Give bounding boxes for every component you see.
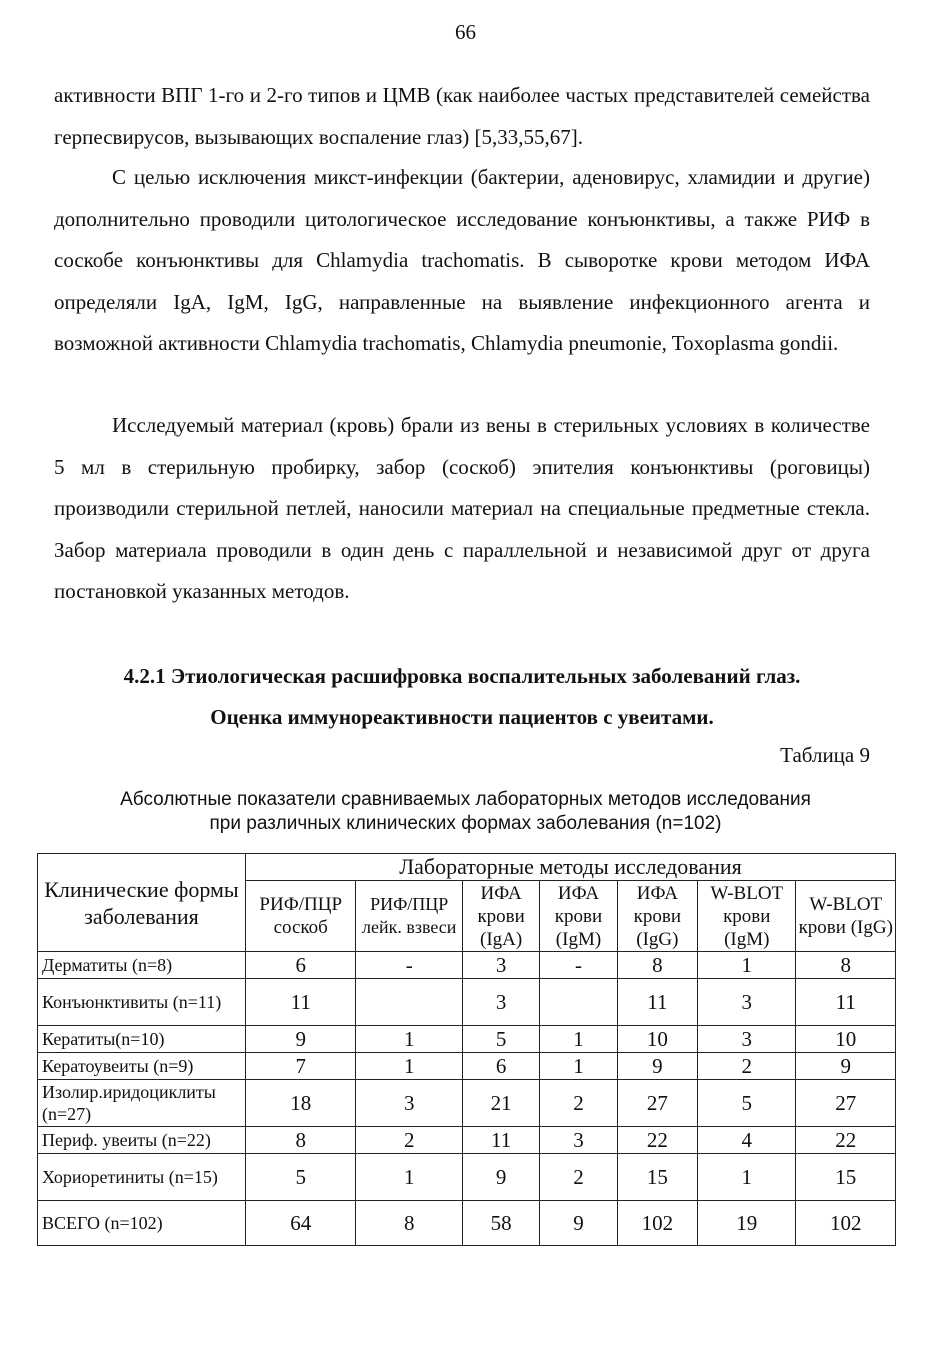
table-cell: 11 bbox=[796, 979, 896, 1026]
table-cell: 11 bbox=[617, 979, 697, 1026]
table-cell: 1 bbox=[698, 1154, 796, 1201]
row-label: Дерматиты (n=8) bbox=[38, 952, 246, 979]
table-cell: - bbox=[540, 952, 617, 979]
row-label: Хориоретиниты (n=15) bbox=[38, 1154, 246, 1201]
table-cell: 1 bbox=[356, 1026, 462, 1053]
column-header: РИФ/ПЦР соскоб bbox=[245, 881, 356, 952]
table-cell: 8 bbox=[245, 1127, 356, 1154]
table-caption bbox=[38, 788, 893, 836]
table-label: Таблица 9 bbox=[780, 743, 870, 767]
row-label: Конъюнктивиты (n=11) bbox=[38, 979, 246, 1026]
table-cell: 58 bbox=[462, 1201, 539, 1246]
table-cell: 21 bbox=[462, 1080, 539, 1127]
table-cell: - bbox=[356, 952, 462, 979]
table-cell: 11 bbox=[462, 1127, 539, 1154]
table-cell: 2 bbox=[698, 1053, 796, 1080]
table-cell: 3 bbox=[356, 1080, 462, 1127]
table-cell: 15 bbox=[796, 1154, 896, 1201]
table-cell: 9 bbox=[462, 1154, 539, 1201]
table-cell: 4 bbox=[698, 1127, 796, 1154]
table-cell: 1 bbox=[540, 1053, 617, 1080]
table-cell: 3 bbox=[462, 952, 539, 979]
table-cell: 2 bbox=[356, 1127, 462, 1154]
table-cell: 15 bbox=[617, 1154, 697, 1201]
table-cell: 1 bbox=[356, 1154, 462, 1201]
table-cell: 5 bbox=[698, 1080, 796, 1127]
page-number: 66 bbox=[455, 20, 476, 44]
table-cell: 27 bbox=[617, 1080, 697, 1127]
section-heading-line-1: 4.2.1 Этиологическая расшифровка воспалительных заболеваний глаз. bbox=[123, 664, 801, 688]
column-header: ИФА крови (IgM) bbox=[540, 881, 617, 952]
table-cell: 5 bbox=[245, 1154, 356, 1201]
column-header: W-BLOT крови (IgM) bbox=[698, 881, 796, 952]
table-row bbox=[38, 1026, 896, 1053]
table-cell: 3 bbox=[698, 1026, 796, 1053]
table-row bbox=[38, 1154, 896, 1201]
table-cell: 19 bbox=[698, 1201, 796, 1246]
row-label: Кератиты(n=10) bbox=[38, 1026, 246, 1053]
table-cell: 8 bbox=[356, 1201, 462, 1246]
row-label: Кератоувеиты (n=9) bbox=[38, 1053, 246, 1080]
table-cell: 9 bbox=[796, 1053, 896, 1080]
table-cell: 22 bbox=[796, 1127, 896, 1154]
table-row bbox=[38, 952, 896, 979]
table-cell: 1 bbox=[356, 1053, 462, 1080]
column-header: ИФА крови (IgG) bbox=[617, 881, 697, 952]
row-label: Периф. увеиты (n=22) bbox=[38, 1127, 246, 1154]
table-cell: 22 bbox=[617, 1127, 697, 1154]
paragraph-1: активности ВПГ 1-го и 2-го типов и ЦМВ (как наиболее частых представителей семейства герпесвирусов, вызывающих воспаление глаз) [5,33,55,67]. bbox=[54, 83, 870, 149]
table-cell: 9 bbox=[540, 1201, 617, 1246]
table-cell: 102 bbox=[796, 1201, 896, 1246]
table-cell: 10 bbox=[617, 1026, 697, 1053]
table-cell: 64 bbox=[245, 1201, 356, 1246]
table-cell: 3 bbox=[462, 979, 539, 1026]
table-cell: 18 bbox=[245, 1080, 356, 1127]
table-caption-line-1: Абсолютные показатели сравниваемых лабораторных методов исследования bbox=[120, 789, 811, 810]
table-cell: 8 bbox=[617, 952, 697, 979]
table-cell: 27 bbox=[796, 1080, 896, 1127]
table-row bbox=[38, 979, 896, 1026]
row-header: Клинические формы заболевания bbox=[38, 854, 246, 952]
table-cell: 10 bbox=[796, 1026, 896, 1053]
row-label: ВСЕГО (n=102) bbox=[38, 1201, 246, 1246]
section-heading bbox=[54, 656, 870, 738]
paragraph-2: С целью исключения микст-инфекции (бактерии, аденовирус, хламидии и другие) дополнительно проводили цитологическое исследование конъюнктивы, а также РИФ в соскобе конъюнктивы для Chlamydia trachomatis. В сыворотке крови методом ИФА определяли IgA, IgM, IgG, направленные на выявление инфекционного агента и возможной активности Chlamydia trachomatis, Chlamydia pneumonie, Toxoplasma gondii. bbox=[54, 165, 870, 355]
results-table bbox=[37, 853, 896, 1246]
table-cell bbox=[356, 979, 462, 1026]
table-row-total bbox=[38, 1201, 896, 1246]
table-row bbox=[38, 1127, 896, 1154]
table-cell: 3 bbox=[698, 979, 796, 1026]
table-caption-line-2: при различных клинических формах заболевания (n=102) bbox=[209, 813, 722, 834]
table-cell: 1 bbox=[540, 1026, 617, 1053]
table-cell: 5 bbox=[462, 1026, 539, 1053]
table-row bbox=[38, 1080, 896, 1127]
row-label: Изолир.иридоциклиты (n=27) bbox=[38, 1080, 246, 1127]
column-header: ИФА крови (IgA) bbox=[462, 881, 539, 952]
column-header: W-BLOT крови (IgG) bbox=[796, 881, 896, 952]
table-cell: 6 bbox=[462, 1053, 539, 1080]
table-cell bbox=[540, 979, 617, 1026]
column-header: РИФ/ПЦР лейк. взвеси bbox=[356, 881, 462, 952]
table-cell: 7 bbox=[245, 1053, 356, 1080]
table-cell: 6 bbox=[245, 952, 356, 979]
table-cell: 9 bbox=[617, 1053, 697, 1080]
table-cell: 9 bbox=[245, 1026, 356, 1053]
table-cell: 2 bbox=[540, 1154, 617, 1201]
table-cell: 102 bbox=[617, 1201, 697, 1246]
paragraph-3: Исследуемый материал (кровь) брали из вены в стерильных условиях в количестве 5 мл в стерильную пробирку, забор (соскоб) эпителия конъюнктивы (роговицы) производили стерильной петлей, наносили материал на специальные предметные стекла. Забор материала проводили в один день с параллельной и независимой друг от друга постановкой указанных методов. bbox=[54, 413, 870, 603]
table-cell: 8 bbox=[796, 952, 896, 979]
group-header: Лабораторные методы исследования bbox=[245, 854, 895, 881]
table-cell: 1 bbox=[698, 952, 796, 979]
table-cell: 2 bbox=[540, 1080, 617, 1127]
table-cell: 3 bbox=[540, 1127, 617, 1154]
table-row bbox=[38, 1053, 896, 1080]
section-heading-line-2: Оценка иммунореактивности пациентов с увеитами. bbox=[210, 705, 714, 729]
table-cell: 11 bbox=[245, 979, 356, 1026]
